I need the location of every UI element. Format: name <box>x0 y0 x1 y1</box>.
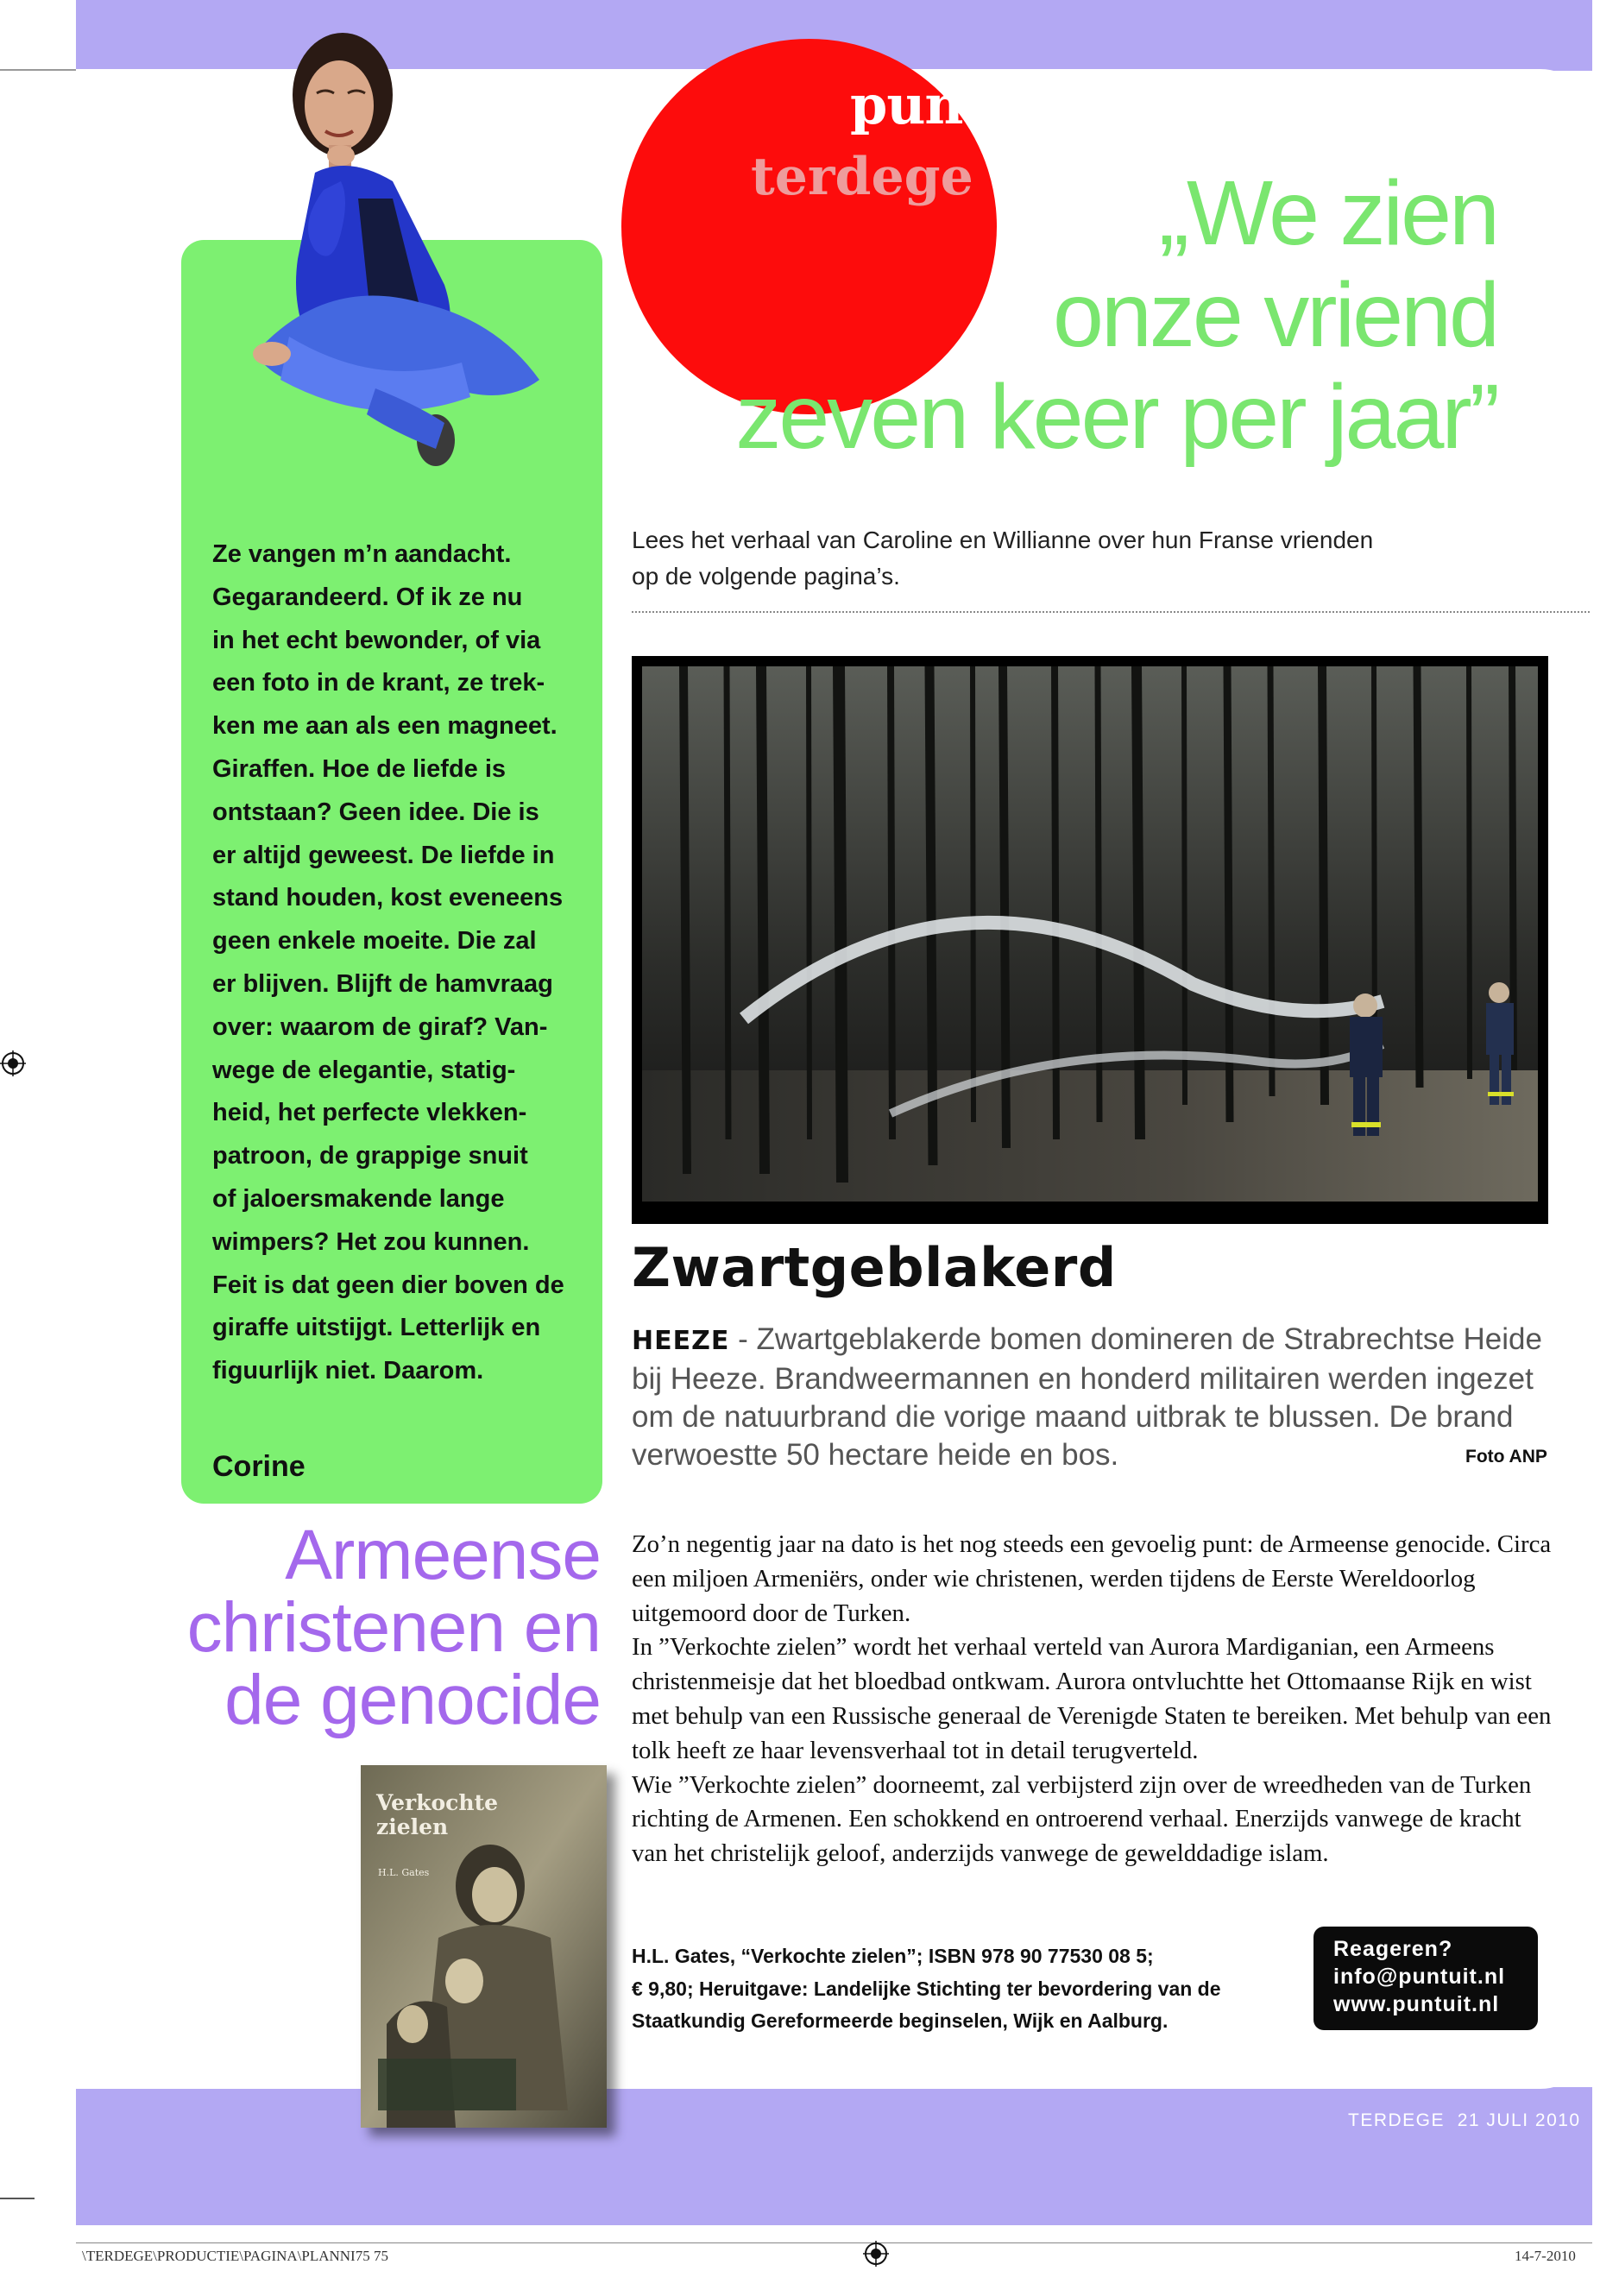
article-body <box>632 1528 1555 1871</box>
article-paragraph: Zo’n negentig jaar na dato is het nog steeds een gevoelig punt: de Armeense genocide. Circa een miljoen Armeniërs, onder wie christenen, werden tijdens de Eerste Wereldoorlog uitgemoord door de Turken. <box>632 1530 1552 1627</box>
photo-credit: Foto ANP <box>1465 1447 1547 1467</box>
intro-text: Lees het verhaal van Caroline en Willianne over hun Franse vrienden op de volgende pagina’s. <box>632 527 1374 590</box>
news-text: Zwartgeblakerde bomen domineren de Strabrechtse Heide bij Heeze. Brandweermannen en honderd militairen werden ingezet om de natuurbrand die vorige maand uitbrak te blussen. De brand verwoestte 50 hectare heide en bos. <box>632 1322 1542 1472</box>
news-separator: - <box>729 1322 757 1356</box>
contact-text: Reageren? info@puntuit.nl www.puntuit.nl <box>1333 1937 1506 2016</box>
logo-main: puntuit <box>850 73 1068 136</box>
book-info: H.L. Gates, “Verkochte zielen”; ISBN 978 90 77530 08 5; € 9,80; Heruitgave: Landelijke Stichting ter bevordering van de Staatkundig Gereformeerde beginselen, Wijk en Aalburg. <box>632 1945 1221 2032</box>
columnist-photo <box>220 26 557 509</box>
column-text: Ze vangen m’n aandacht. Gegarandeerd. Of ik ze nu in het echt bewonder, of via een foto in de krant, ze trek- ken me aan als een magneet. Giraffen. Hoe de liefde is ontstaan? Geen idee. Die is er altijd geweest. De liefde in stand houden, kost eveneens geen enkele moeite. Die zal er blijven. Blijft de hamvraag over: waarom de giraf? Van- wege de elegantie, statig- heid, het perfecte vlekken- patroon, de grappige snuit of jaloersmakende lange wimpers? Het zou kunnen. Feit is dat geen dier boven de giraffe uitstijgt. Letterlijk en figuurlijk niet. Daarom. <box>212 540 564 1385</box>
page-number: 75 <box>1593 2108 1619 2131</box>
news-photo <box>632 656 1548 1224</box>
article-paragraph: In ”Verkochte zielen” wordt het verhaal verteld van Aurora Mardiganian, een Armeens christenmeisje dat het bloedbad ontkwam. Aurora ontvluchtte het Ottomaanse Rijk en wist met behulp van een Russische generaal de Verenigde Staten te bereiken. Met behulp van een tolk heeft ze haar levensverhaal tot in detail terugverteld. <box>632 1633 1552 1764</box>
column-author: Corine <box>212 1450 306 1483</box>
page-headline: „We zien onze vriend zeven keer per jaar” <box>735 162 1497 468</box>
divider <box>632 611 1590 613</box>
feature-title: Armeense christenen en de genocide <box>186 1516 601 1739</box>
book-cover-title: Verkochte zielen <box>376 1790 499 1839</box>
news-body <box>632 1321 1552 1474</box>
crop-mark <box>0 69 76 71</box>
folio <box>1348 2108 1619 2132</box>
news-dateline: HEEZE <box>632 1326 730 1356</box>
article-paragraph: Wie ”Verkochte zielen” doorneemt, zal verbijsterd zijn over de wreedheden van de Turken richting de Armenen. Een schokkend en ontroerend verhaal. Enerzijds vanwege de kracht van het christelijk geloof, anderzijds vanwege de gewelddadige islam. <box>632 1770 1532 1868</box>
folio-date: 21 JULI 2010 <box>1457 2110 1581 2130</box>
logo-sub: terdege <box>751 147 973 207</box>
book-cover-author: H.L. Gates <box>378 1867 430 1878</box>
registration-mark-icon <box>863 2241 889 2267</box>
folio-publication: TERDEGE <box>1348 2110 1446 2130</box>
slug-path: \TERDEGE\PRODUCTIE\PAGINA\PLANNI75 75 <box>82 2248 388 2264</box>
slug-rule <box>76 2242 1592 2243</box>
crop-mark <box>0 2198 35 2199</box>
slug-date: 14-7-2010 <box>1515 2248 1576 2264</box>
news-title: Zwartgeblakerd <box>632 1236 1117 1299</box>
registration-mark-icon <box>0 1050 26 1076</box>
